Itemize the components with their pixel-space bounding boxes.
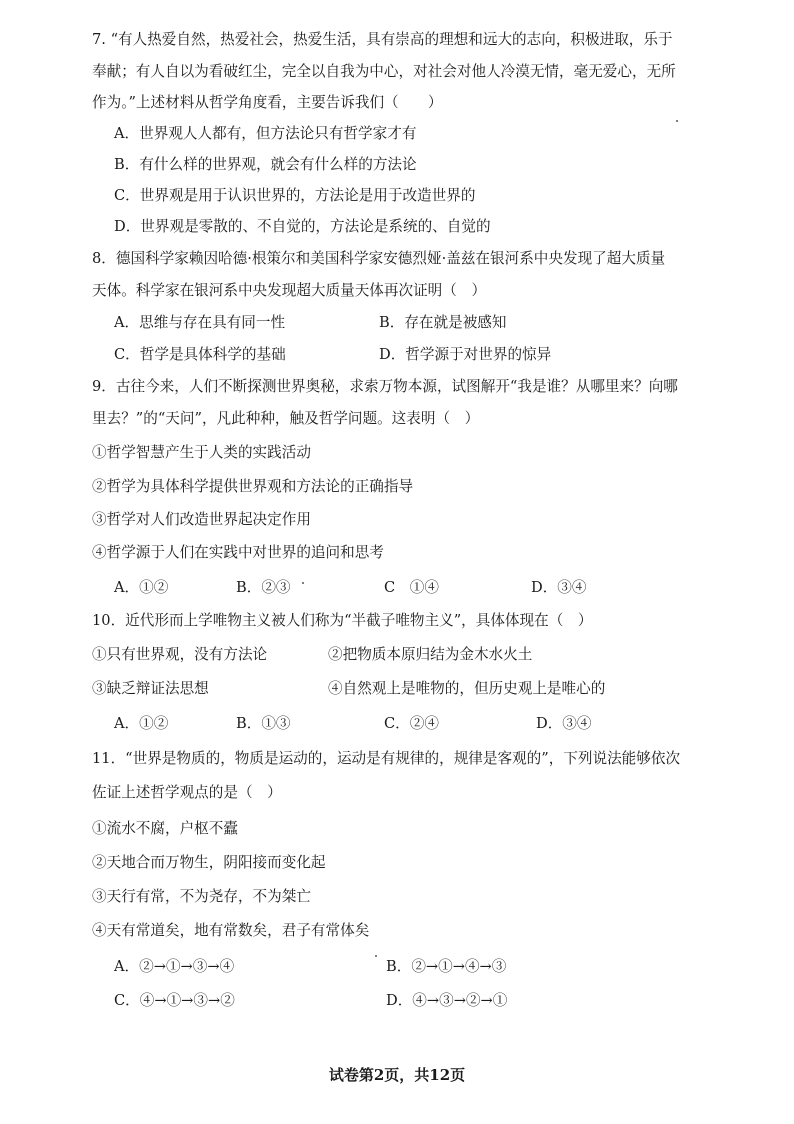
q11-item-2: ②天地合而万物生，阴阳接而变化起 [92, 854, 326, 871]
q7-option-c: C．世界观是用于认识世界的，方法论是用于改造世界的 [114, 187, 476, 204]
scan-speck [302, 582, 304, 584]
q7-option-d: D．世界观是零散的、不自觉的，方法论是系统的、自觉的 [114, 218, 491, 235]
q7-stem-line-2: 奉献；有人自以为看破红尘，完全以自我为中心，对社会对他人冷漠无情，毫无爱心，无所 [92, 63, 676, 80]
q9-option-c: C ①④ [384, 579, 439, 596]
q11-option-b: B．②→①→④→③ [386, 958, 507, 975]
q10-item-4: ④自然观上是唯物的，但历史观上是唯心的 [328, 680, 606, 697]
q7-stem-line-1: 7. “有人热爱自然，热爱社会，热爱生活，具有崇高的理想和远大的志向，积极进取，乐于 [92, 31, 673, 48]
q9-item-1: ①哲学智慧产生于人类的实践活动 [92, 444, 311, 461]
q8-option-d: D．哲学源于对世界的惊异 [379, 346, 552, 363]
scan-speck [676, 120, 678, 122]
q9-item-3: ③哲学对人们改造世界起决定作用 [92, 511, 311, 528]
q11-item-3: ③天行有常，不为尧存，不为桀亡 [92, 888, 311, 905]
q11-item-4: ④天有常道矣，地有常数矣，君子有常体矣 [92, 922, 370, 939]
q11-item-1: ①流水不腐，户枢不蠹 [92, 820, 238, 837]
q10-item-3: ③缺乏辩证法思想 [92, 680, 209, 697]
q7-option-a: A．世界观人人都有，但方法论只有哲学家才有 [114, 125, 417, 142]
q10-option-d: D．③④ [536, 715, 592, 732]
q8-stem-line-1: 8．德国科学家赖因哈德·根策尔和美国科学家安德烈娅·盖兹在银河系中央发现了超大质量 [92, 250, 666, 267]
q10-option-c: C．②④ [384, 715, 439, 732]
q7-stem-line-3: 作为。”上述材料从哲学角度看，主要告诉我们（ ） [92, 94, 443, 111]
q9-item-2: ②哲学为具体科学提供世界观和方法论的正确指导 [92, 478, 414, 495]
q11-option-d: D．④→③→②→① [386, 992, 508, 1009]
q11-option-a: A．②→①→③→④ [114, 958, 235, 975]
q8-stem-line-2: 天体。科学家在银河系中央发现超大质量天体再次证明（ ） [92, 282, 487, 299]
q9-stem-line-2: 里去？”的“天问”，凡此种种，触及哲学问题。这表明（ ） [92, 410, 480, 427]
q8-option-c: C．哲学是具体科学的基础 [114, 346, 286, 363]
q9-item-4: ④哲学源于人们在实践中对世界的追问和思考 [92, 544, 384, 561]
q9-option-a: A．①② [114, 579, 169, 596]
q10-item-1: ①只有世界观，没有方法论 [92, 646, 268, 663]
q10-item-2: ②把物质本原归结为金木水火土 [328, 646, 533, 663]
q11-stem-line-2: 佐证上述哲学观点的是（ ） [92, 784, 282, 801]
q11-option-c: C．④→①→③→② [114, 992, 235, 1009]
q9-stem-line-1: 9．古往今来，人们不断探测世界奥秘，求索万物本源，试图解开“我是谁？从哪里来？向哪 [92, 378, 678, 395]
q8-option-a: A．思维与存在具有同一性 [114, 314, 286, 331]
q10-option-a: A．①② [114, 715, 169, 732]
q8-option-b: B．存在就是被感知 [379, 314, 507, 331]
q7-option-b: B．有什么样的世界观，就会有什么样的方法论 [114, 156, 417, 173]
scan-speck [375, 955, 377, 957]
q11-stem-line-1: 11．“世界是物质的，物质是运动的，运动是有规律的，规律是客观的”，下列说法能够依次 [92, 750, 681, 767]
q9-option-d: D．③④ [531, 579, 587, 596]
q9-option-b: B．②③ [236, 579, 291, 596]
page-footer: 试卷第2页，共12页 [328, 1066, 466, 1084]
q10-option-b: B．①③ [236, 715, 291, 732]
q10-stem-line-1: 10．近代形而上学唯物主义被人们称为“半截子唯物主义”，具体体现在（ ） [92, 612, 593, 629]
